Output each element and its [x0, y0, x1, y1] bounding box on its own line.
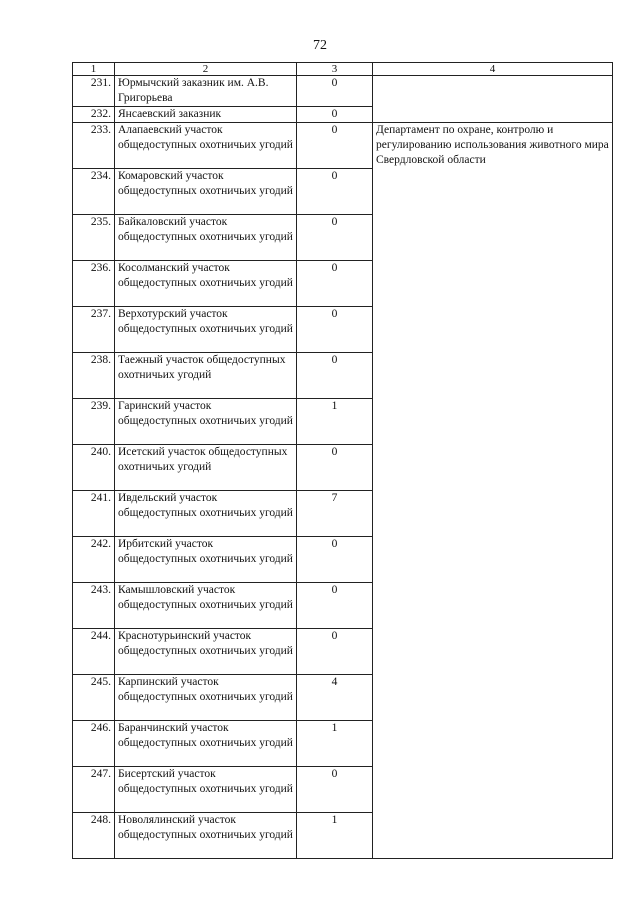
- row-value: 0: [297, 445, 373, 491]
- table-row: [73, 123, 613, 169]
- header-row: [73, 63, 613, 76]
- row-name: Камышловский участок общедоступных охотничьих угодий: [115, 583, 297, 629]
- row-number: 248.: [73, 813, 115, 859]
- table-row: [73, 76, 613, 107]
- row-number: 231.: [73, 76, 115, 107]
- row-value: 0: [297, 353, 373, 399]
- header-col-1: 1: [73, 63, 115, 76]
- row-number: 237.: [73, 307, 115, 353]
- row-name: Бисертский участок общедоступных охотничьих угодий: [115, 767, 297, 813]
- row-name: Краснотурьинский участок общедоступных охотничьих угодий: [115, 629, 297, 675]
- responsible-department: Департамент по охране, контролю и регулированию использования животного мира Свердловской области: [373, 123, 613, 859]
- row-number: 238.: [73, 353, 115, 399]
- row-number: 239.: [73, 399, 115, 445]
- row-number: 245.: [73, 675, 115, 721]
- row-value: 0: [297, 307, 373, 353]
- row-name: Баранчинский участок общедоступных охотничьих угодий: [115, 721, 297, 767]
- row-name: Верхотурский участок общедоступных охотничьих угодий: [115, 307, 297, 353]
- row-value: 0: [297, 537, 373, 583]
- row-number: 242.: [73, 537, 115, 583]
- row-name: Ивдельский участок общедоступных охотничьих угодий: [115, 491, 297, 537]
- header-col-4: 4: [373, 63, 613, 76]
- row-name: Косолманский участок общедоступных охотничьих угодий: [115, 261, 297, 307]
- row-number: 236.: [73, 261, 115, 307]
- row-name: Таежный участок общедоступных охотничьих угодий: [115, 353, 297, 399]
- row-number: 235.: [73, 215, 115, 261]
- row-number: 247.: [73, 767, 115, 813]
- header-col-2: 2: [115, 63, 297, 76]
- row-name: Ирбитский участок общедоступных охотничьих угодий: [115, 537, 297, 583]
- row-name: Алапаевский участок общедоступных охотничьих угодий: [115, 123, 297, 169]
- row-value: 0: [297, 629, 373, 675]
- header-col-3: 3: [297, 63, 373, 76]
- row-name: Байкаловский участок общедоступных охотничьих угодий: [115, 215, 297, 261]
- row-name: Новолялинский участок общедоступных охотничьих угодий: [115, 813, 297, 859]
- row-number: 234.: [73, 169, 115, 215]
- row-value: 0: [297, 169, 373, 215]
- row-value: 1: [297, 399, 373, 445]
- row-name: Гаринский участок общедоступных охотничьих угодий: [115, 399, 297, 445]
- row-value: 4: [297, 675, 373, 721]
- row-value: 0: [297, 767, 373, 813]
- row-name: Комаровский участок общедоступных охотничьих угодий: [115, 169, 297, 215]
- hunting-grounds-table: [72, 62, 613, 859]
- row-number: 246.: [73, 721, 115, 767]
- row-value: 0: [297, 215, 373, 261]
- row-number: 240.: [73, 445, 115, 491]
- row-value: 7: [297, 491, 373, 537]
- row-value: 0: [297, 583, 373, 629]
- row-value: 0: [297, 107, 373, 123]
- row-number: 244.: [73, 629, 115, 675]
- row-value: 0: [297, 123, 373, 169]
- row-number: 241.: [73, 491, 115, 537]
- row-number: 232.: [73, 107, 115, 123]
- row-name: Юрмычский заказник им. А.В. Григорьева: [115, 76, 297, 107]
- row-name: Исетский участок общедоступных охотничьих угодий: [115, 445, 297, 491]
- empty-responsible-cell: [373, 76, 613, 123]
- row-value: 1: [297, 813, 373, 859]
- row-value: 1: [297, 721, 373, 767]
- row-name: Карпинский участок общедоступных охотничьих угодий: [115, 675, 297, 721]
- row-name: Янсаевский заказник: [115, 107, 297, 123]
- row-value: 0: [297, 261, 373, 307]
- row-number: 243.: [73, 583, 115, 629]
- page-number: 72: [313, 38, 327, 53]
- row-value: 0: [297, 76, 373, 107]
- row-number: 233.: [73, 123, 115, 169]
